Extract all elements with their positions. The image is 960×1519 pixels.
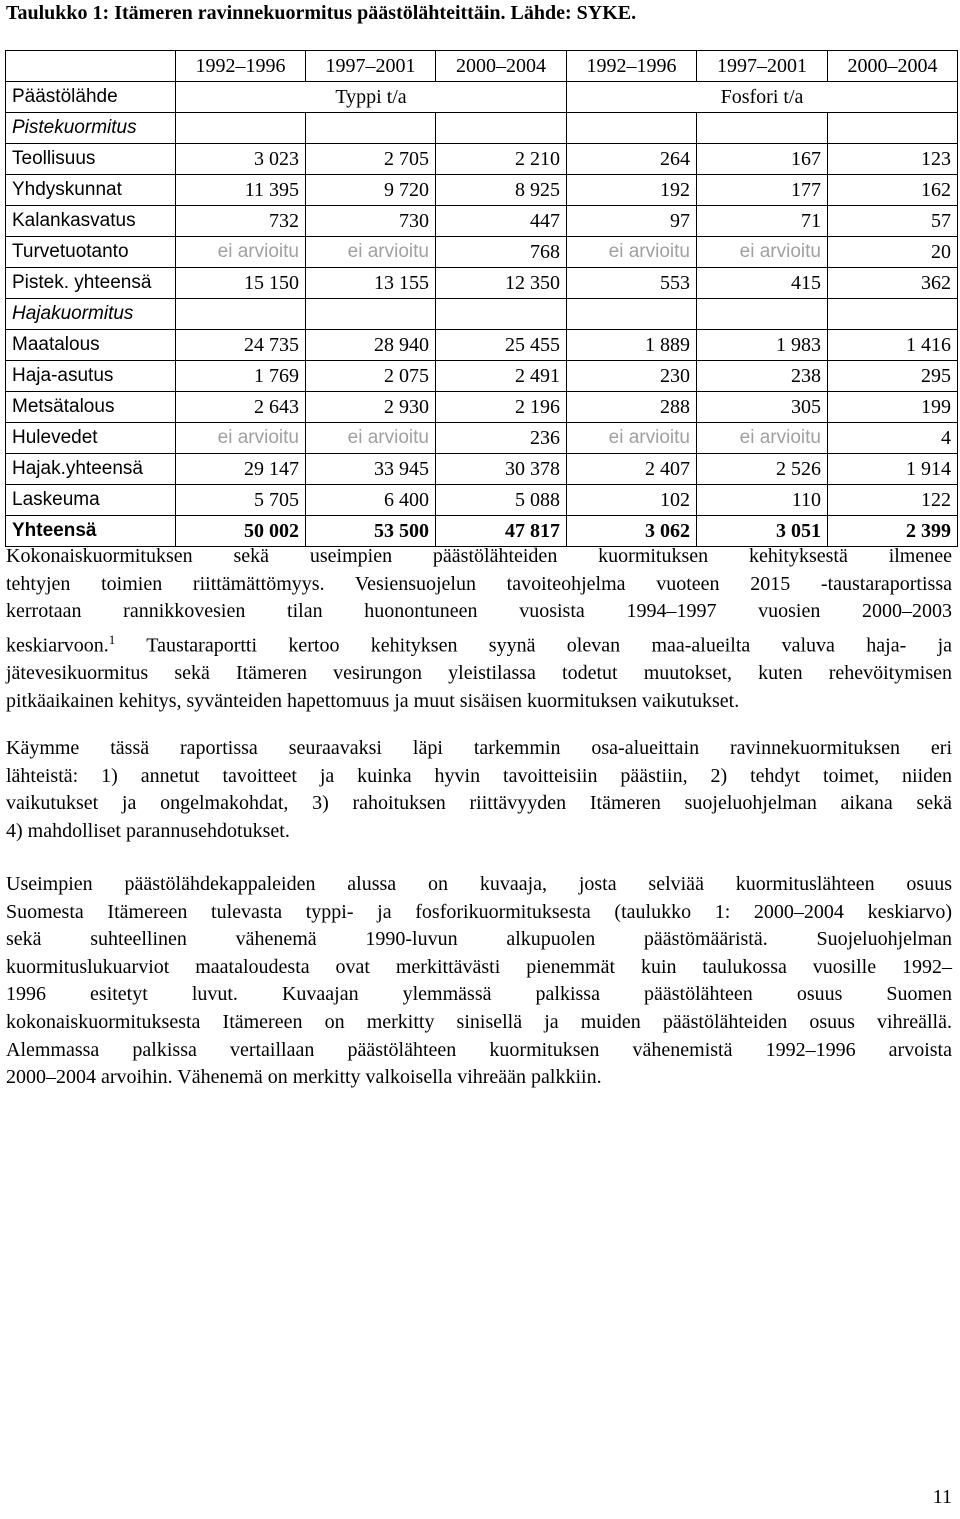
row-label: Kalankasvatus (6, 206, 176, 237)
paragraph-fragment: keskiarvoon. (6, 634, 109, 657)
table-cell: 192 (567, 175, 697, 206)
table-cell: 3 023 (176, 144, 306, 175)
table-cell: 1 914 (828, 454, 958, 485)
table-cell: 13 155 (306, 268, 436, 299)
row-label: Turvetuotanto (6, 237, 176, 268)
table-cell: 6 400 (306, 485, 436, 516)
table-cell: 167 (697, 144, 828, 175)
table-cell: 264 (567, 144, 697, 175)
nitrogen-header: Typpi t/a (176, 82, 567, 113)
table-cell: 50 002 (176, 516, 306, 547)
paragraph-line: 4) mahdolliset parannusehdotukset. (6, 819, 290, 842)
table-cell: 2 075 (306, 361, 436, 392)
row-label: Teollisuus (6, 144, 176, 175)
table-row (6, 144, 958, 175)
table-row (6, 361, 958, 392)
table-cell: 5 705 (176, 485, 306, 516)
table-cell: 2 196 (436, 392, 567, 423)
paragraph-line: Kokonaiskuormituksen sekä useimpien päästölähteiden kuormituksen kehityksestä ilmenee (6, 545, 952, 567)
paragraph-3 (6, 871, 952, 1092)
phosphorus-header: Fosfori t/a (567, 82, 958, 113)
section-row (6, 113, 958, 144)
table-cell: 1 889 (567, 330, 697, 361)
table-cell: 110 (697, 485, 828, 516)
table-cell: 25 455 (436, 330, 567, 361)
table-cell: 11 395 (176, 175, 306, 206)
table-cell: 2 643 (176, 392, 306, 423)
table-row (6, 330, 958, 361)
paragraph-line: 2000–2004 arvoihin. Vähenemä on merkitty valkoisella vihreään palkkiin. (6, 1066, 602, 1089)
table-cell: 768 (436, 237, 567, 268)
period-header-row (6, 51, 958, 82)
paragraph-2 (6, 735, 952, 845)
table-cell: ei arvioitu (567, 237, 697, 268)
period-header: 1997–2001 (306, 51, 436, 82)
table-cell: 47 817 (436, 516, 567, 547)
table-cell: 295 (828, 361, 958, 392)
row-label: Metsätalous (6, 392, 176, 423)
table-cell: 2 705 (306, 144, 436, 175)
paragraph-line: 1996 esitetyt luvut. Kuvaajan ylemmässä palkissa päästölähteen osuus Suomen (6, 983, 952, 1006)
table-cell: 3 062 (567, 516, 697, 547)
table-cell: ei arvioitu (176, 423, 306, 454)
paragraph-line: vaikutukset ja ongelmakohdat, 3) rahoituksen riittävyyden Itämeren suojeluohjelman aikana sekä (6, 792, 952, 815)
paragraph-line: Useimpien päästölähdekappaleiden alussa on kuvaaja, josta selviää kuormituslähteen osuus (6, 873, 952, 895)
section-label: Pistekuormitus (6, 113, 176, 144)
paragraph-line-with-footnote (6, 626, 952, 660)
row-label: Laskeuma (6, 485, 176, 516)
table-cell: 2 930 (306, 392, 436, 423)
page-number: 11 (932, 1486, 952, 1508)
table-cell: 1 769 (176, 361, 306, 392)
table-cell: 2 491 (436, 361, 567, 392)
table-cell: 2 210 (436, 144, 567, 175)
table-cell: 29 147 (176, 454, 306, 485)
table-cell: 15 150 (176, 268, 306, 299)
row-label: Hajak.yhteensä (6, 454, 176, 485)
table-cell: ei arvioitu (306, 423, 436, 454)
table-cell: 57 (828, 206, 958, 237)
table-cell: 230 (567, 361, 697, 392)
period-header: 1997–2001 (697, 51, 828, 82)
period-header: 1992–1996 (176, 51, 306, 82)
table-cell: ei arvioitu (176, 237, 306, 268)
table-row (6, 423, 958, 454)
table-cell: 553 (567, 268, 697, 299)
group-header-row (6, 82, 958, 113)
table-cell: 30 378 (436, 454, 567, 485)
paragraph-line: sekä suhteellinen vähenemä 1990-luvun alkupuolen päästömääristä. Suojeluohjelman (6, 928, 952, 951)
period-header: 1992–1996 (567, 51, 697, 82)
table-cell: ei arvioitu (697, 423, 828, 454)
row-label: Maatalous (6, 330, 176, 361)
load-table (5, 50, 958, 547)
table-row (6, 206, 958, 237)
table-cell: 71 (697, 206, 828, 237)
table-row (6, 268, 958, 299)
row-label: Yhdyskunnat (6, 175, 176, 206)
table-cell: 238 (697, 361, 828, 392)
table-cell: 24 735 (176, 330, 306, 361)
table-cell: 2 399 (828, 516, 958, 547)
table-cell: 447 (436, 206, 567, 237)
table-cell: 2 526 (697, 454, 828, 485)
paragraph-line: jätevesikuormitus sekä Itämeren vesirungon yleistilassa todetut muutokset, kuten rehevöitymisen (6, 662, 952, 685)
table-cell: 3 051 (697, 516, 828, 547)
paragraph-line: kokonaiskuormituksesta Itämereen on merkitty sinisellä ja muiden päästölähteiden osuus vihreällä. (6, 1010, 952, 1033)
table-cell: 732 (176, 206, 306, 237)
table-row (6, 237, 958, 268)
table-cell: 305 (697, 392, 828, 423)
period-header: 2000–2004 (828, 51, 958, 82)
table-cell: 8 925 (436, 175, 567, 206)
table-cell: 730 (306, 206, 436, 237)
table-cell: 362 (828, 268, 958, 299)
table-cell: ei arvioitu (306, 237, 436, 268)
row-label: Yhteensä (6, 516, 176, 547)
paragraph-fragment: Taustaraportti kertoo kehityksen syynä olevan maa-alueilta valuva haja- ja (146, 634, 952, 657)
table-cell: 53 500 (306, 516, 436, 547)
source-header: Päästölähde (6, 82, 176, 113)
table-row (6, 454, 958, 485)
table-cell: 415 (697, 268, 828, 299)
paragraph-line: Suomesta Itämereen tulevasta typpi- ja fosforikuormituksesta (taulukko 1: 2000–2004 keskiarvo) (6, 900, 952, 923)
table-caption: Taulukko 1: Itämeren ravinnekuormitus päästölähteittäin. Lähde: SYKE. (6, 2, 637, 24)
paragraph-line: kuormituslukuarviot maataloudesta ovat merkittävästi pienemmät kuin taulukossa vuosille 1992– (6, 955, 952, 978)
table-cell: 97 (567, 206, 697, 237)
section-row (6, 299, 958, 330)
paragraph-line: tehtyjen toimien riittämättömyys. Vesiensuojelun tavoiteohjelma vuoteen 2015 -taustaraportissa (6, 572, 952, 595)
table-cell: 1 983 (697, 330, 828, 361)
row-label: Hulevedet (6, 423, 176, 454)
total-row (6, 516, 958, 547)
paragraph-line: lähteistä: 1) annetut tavoitteet ja kuinka hyvin tavoitteisiin päästiin, 2) tehdyt toimet, niiden (6, 764, 952, 787)
table-row (6, 175, 958, 206)
footnote-marker: 1 (108, 631, 116, 647)
table-cell: 199 (828, 392, 958, 423)
row-label: Haja-asutus (6, 361, 176, 392)
paragraph-1 (6, 543, 952, 715)
paragraph-line: Alemmassa palkissa vertaillaan päästölähteen kuormituksen vähenemistä 1992–1996 arvoista (6, 1038, 952, 1061)
table-cell: 162 (828, 175, 958, 206)
table-cell: 2 407 (567, 454, 697, 485)
paragraph-line: kerrotaan rannikkovesien tilan huonontuneen vuosista 1994–1997 vuosien 2000–2003 (6, 600, 952, 623)
row-label: Pistek. yhteensä (6, 268, 176, 299)
table-cell: 177 (697, 175, 828, 206)
table-cell: 5 088 (436, 485, 567, 516)
table-cell: 236 (436, 423, 567, 454)
table-cell: 123 (828, 144, 958, 175)
paragraph-line: Käymme tässä raportissa seuraavaksi läpi tarkemmin osa-alueittain ravinnekuormituksen eri (6, 737, 952, 759)
table-cell: 28 940 (306, 330, 436, 361)
table-cell: 1 416 (828, 330, 958, 361)
table-cell: 9 720 (306, 175, 436, 206)
table-cell: ei arvioitu (567, 423, 697, 454)
table-cell: 288 (567, 392, 697, 423)
table-cell: 102 (567, 485, 697, 516)
section-label: Hajakuormitus (6, 299, 176, 330)
table-cell: 122 (828, 485, 958, 516)
table-cell: 12 350 (436, 268, 567, 299)
period-header: 2000–2004 (436, 51, 567, 82)
corner-cell (6, 51, 176, 82)
table-row (6, 485, 958, 516)
paragraph-line: pitkäaikainen kehitys, syvänteiden hapettomuus ja muut sisäisen kuormituksen vaikutukset. (6, 689, 740, 712)
table-row (6, 392, 958, 423)
table-cell: 4 (828, 423, 958, 454)
table-cell: 20 (828, 237, 958, 268)
table-cell: 33 945 (306, 454, 436, 485)
table-cell: ei arvioitu (697, 237, 828, 268)
